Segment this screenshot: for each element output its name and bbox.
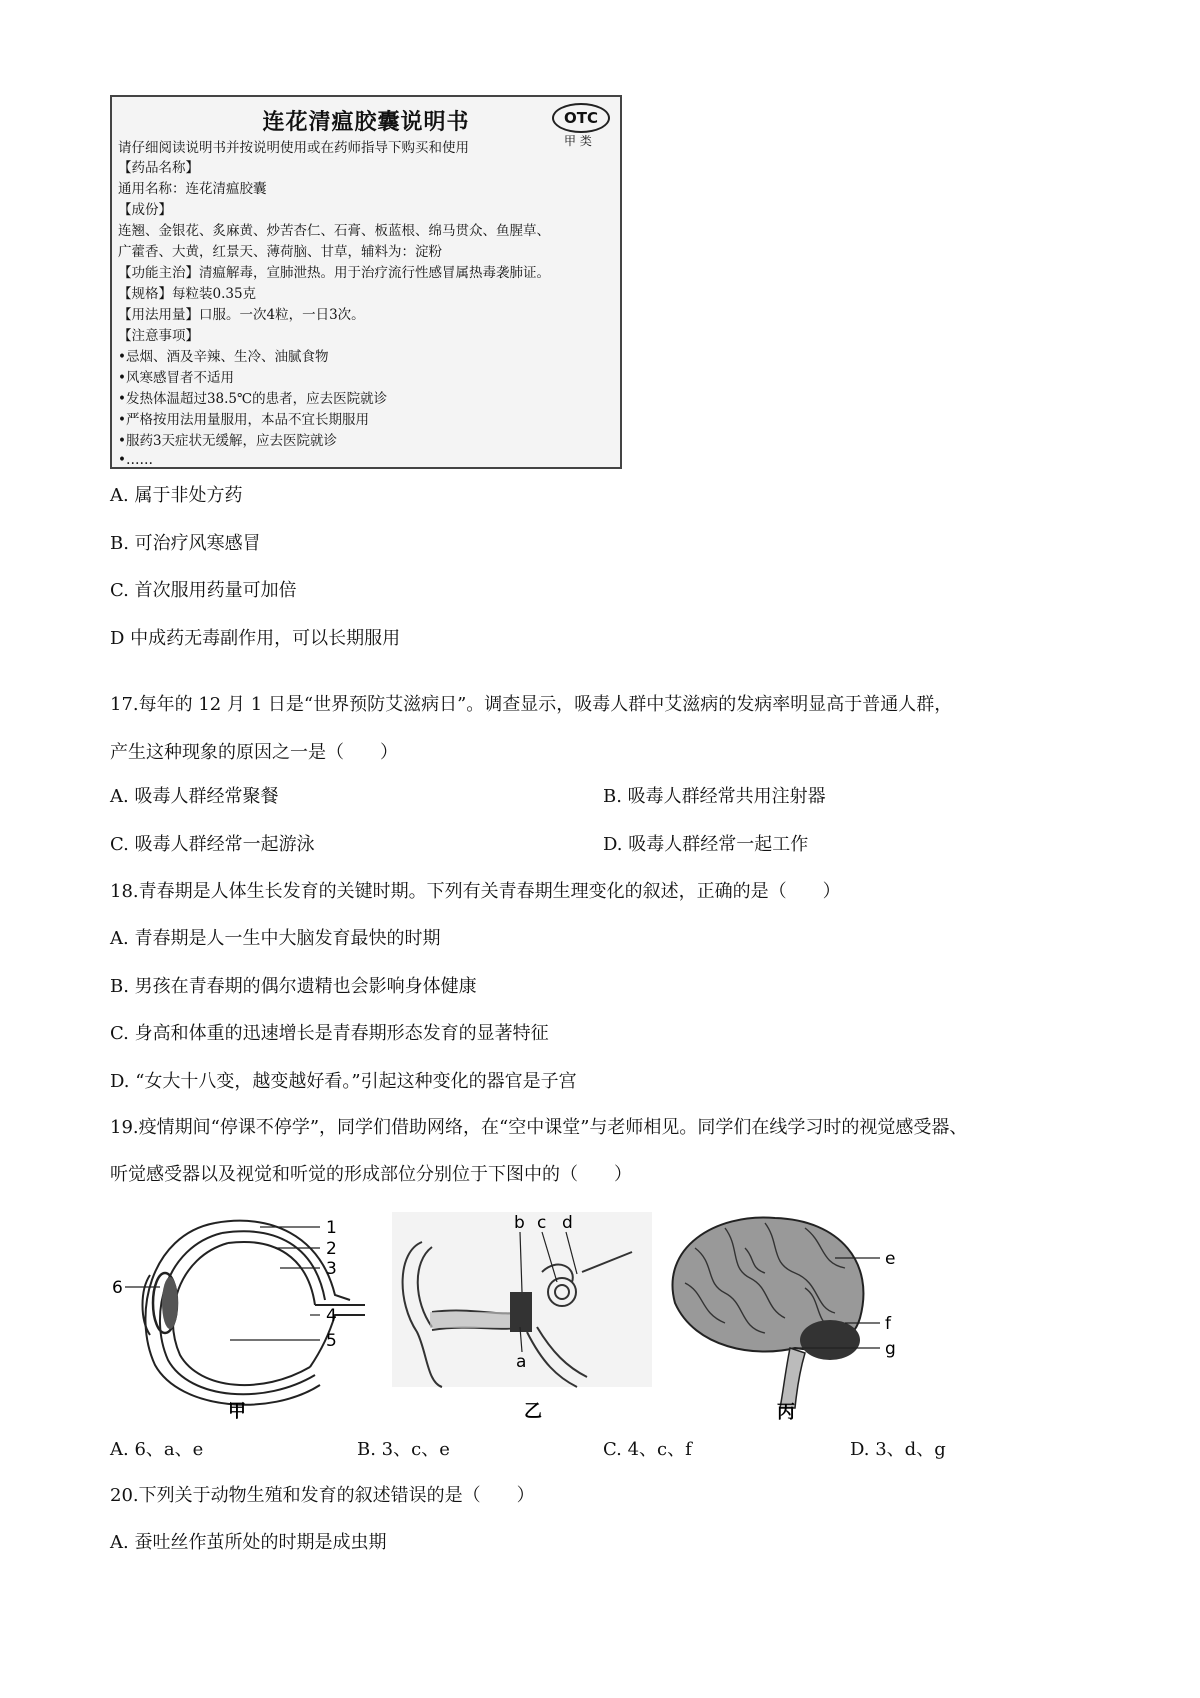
q17-stem-line2: 产生这种现象的原因之一是（ ） <box>110 742 398 763</box>
ear-diagram <box>392 1212 652 1422</box>
label-line: •严格按用法用量服用，本品不宜长期服用 <box>118 412 369 428</box>
eye-lens-icon <box>162 1277 178 1329</box>
label-line: •发热体温超过38.5℃的患者，应去医院就诊 <box>118 391 388 407</box>
q19-stem-line2: 听觉感受器以及视觉和听觉的形成部位分别位于下图中的（ ） <box>110 1164 632 1185</box>
label-line: 【成份】 <box>118 202 172 218</box>
label-line: •风寒感冒者不适用 <box>118 370 234 386</box>
ear-label-a: a <box>516 1352 527 1372</box>
label-line: •…… <box>118 452 153 468</box>
ear-label-b: b <box>514 1213 525 1233</box>
eye-label-1: 1 <box>326 1218 337 1238</box>
label-line: •忌烟、酒及辛辣、生冷、油腻食物 <box>118 349 329 365</box>
ear-caption: 乙 <box>524 1401 542 1422</box>
ear-label-c: c <box>537 1213 547 1233</box>
q18-option-d[interactable]: D. “女大十八变，越变越好看。”引起这种变化的器官是子宫 <box>110 1071 577 1092</box>
eye-label-5: 5 <box>326 1331 337 1351</box>
label-line: 【用法用量】口服。一次4粒，一日3次。 <box>118 307 365 323</box>
label-line: 连翘、金银花、炙麻黄、炒苦杏仁、石膏、板蓝根、绵马贯众、鱼腥草、 <box>118 223 550 239</box>
q17-option-a[interactable]: A. 吸毒人群经常聚餐 <box>110 786 279 807</box>
label-line: 【功能主治】清瘟解毒，宣肺泄热。用于治疗流行性感冒属热毒袭肺证。 <box>118 265 550 281</box>
q20-stem: 20.下列关于动物生殖和发育的叙述错误的是（ ） <box>110 1485 535 1506</box>
q18-option-c[interactable]: C. 身高和体重的迅速增长是青春期形态发育的显著特征 <box>110 1023 549 1044</box>
q16-option-d[interactable]: D 中成药无毒副作用，可以长期服用 <box>110 628 401 649</box>
label-line: 【注意事项】 <box>118 328 199 344</box>
eye-label-6: 6 <box>112 1278 123 1298</box>
q19-stem-line1: 19.疫情期间“停课不停学”，同学们借助网络，在“空中课堂”与老师相见。同学们在线学习时的视觉感受器、 <box>110 1117 968 1138</box>
label-line: 请仔细阅读说明书并按说明使用或在药师指导下购买和使用 <box>118 140 469 156</box>
q16-option-b[interactable]: B. 可治疗风寒感冒 <box>110 533 261 554</box>
q17-option-d[interactable]: D. 吸毒人群经常一起工作 <box>603 834 809 855</box>
q17-stem-line1: 17.每年的 12 月 1 日是“世界预防艾滋病日”。调查显示，吸毒人群中艾滋病的发病率明显高于普通人群， <box>110 694 953 715</box>
label-line: 通用名称：连花清瘟胶囊 <box>118 181 267 197</box>
label-line: 【药品名称】 <box>118 160 199 176</box>
otc-class: 甲 类 <box>564 134 592 148</box>
q19-option-a[interactable]: A. 6、a、e <box>110 1439 204 1460</box>
brain-diagram <box>655 1208 905 1423</box>
brain-label-g: g <box>885 1339 896 1359</box>
q19-option-c[interactable]: C. 4、c、f <box>603 1439 692 1460</box>
label-line: •服药3天症状无缓解，应去医院就诊 <box>118 433 338 449</box>
q18-option-b[interactable]: B. 男孩在青春期的偶尔遗精也会影响身体健康 <box>110 976 477 997</box>
q17-option-c[interactable]: C. 吸毒人群经常一起游泳 <box>110 834 315 855</box>
ear-ossicles-icon <box>510 1292 532 1332</box>
eye-label-4: 4 <box>326 1306 337 1326</box>
brain-label-f: f <box>885 1314 891 1334</box>
eye-label-2: 2 <box>326 1239 337 1259</box>
eye-caption: 甲 <box>228 1401 246 1422</box>
q16-option-c[interactable]: C. 首次服用药量可加倍 <box>110 580 297 601</box>
q19-option-d[interactable]: D. 3、d、g <box>850 1439 946 1460</box>
brain-label-e: e <box>885 1249 896 1269</box>
label-line: 广藿香、大黄，红景天、薄荷脑、甘草，辅料为：淀粉 <box>118 244 442 260</box>
q17-option-b[interactable]: B. 吸毒人群经常共用注射器 <box>603 786 826 807</box>
q18-stem: 18.青春期是人体生长发育的关键时期。下列有关青春期生理变化的叙述，正确的是（ ） <box>110 881 841 902</box>
eye-diagram <box>110 1205 375 1425</box>
q19-option-b[interactable]: B. 3、c、e <box>357 1439 450 1460</box>
label-line: 【规格】每粒装0.35克 <box>118 286 257 302</box>
q18-option-a[interactable]: A. 青春期是人一生中大脑发育最快的时期 <box>110 928 441 949</box>
q16-option-a[interactable]: A. 属于非处方药 <box>110 485 243 506</box>
otc-badge: OTC <box>552 103 610 133</box>
label-title: 连花清瘟胶囊说明书 <box>262 109 470 135</box>
ear-label-d: d <box>562 1213 573 1233</box>
brain-caption: 丙 <box>777 1402 795 1423</box>
eye-label-3: 3 <box>326 1259 337 1279</box>
cerebellum-icon <box>800 1320 860 1360</box>
drug-label <box>110 95 622 469</box>
q20-option-a[interactable]: A. 蚕吐丝作茧所处的时期是成虫期 <box>110 1532 387 1553</box>
